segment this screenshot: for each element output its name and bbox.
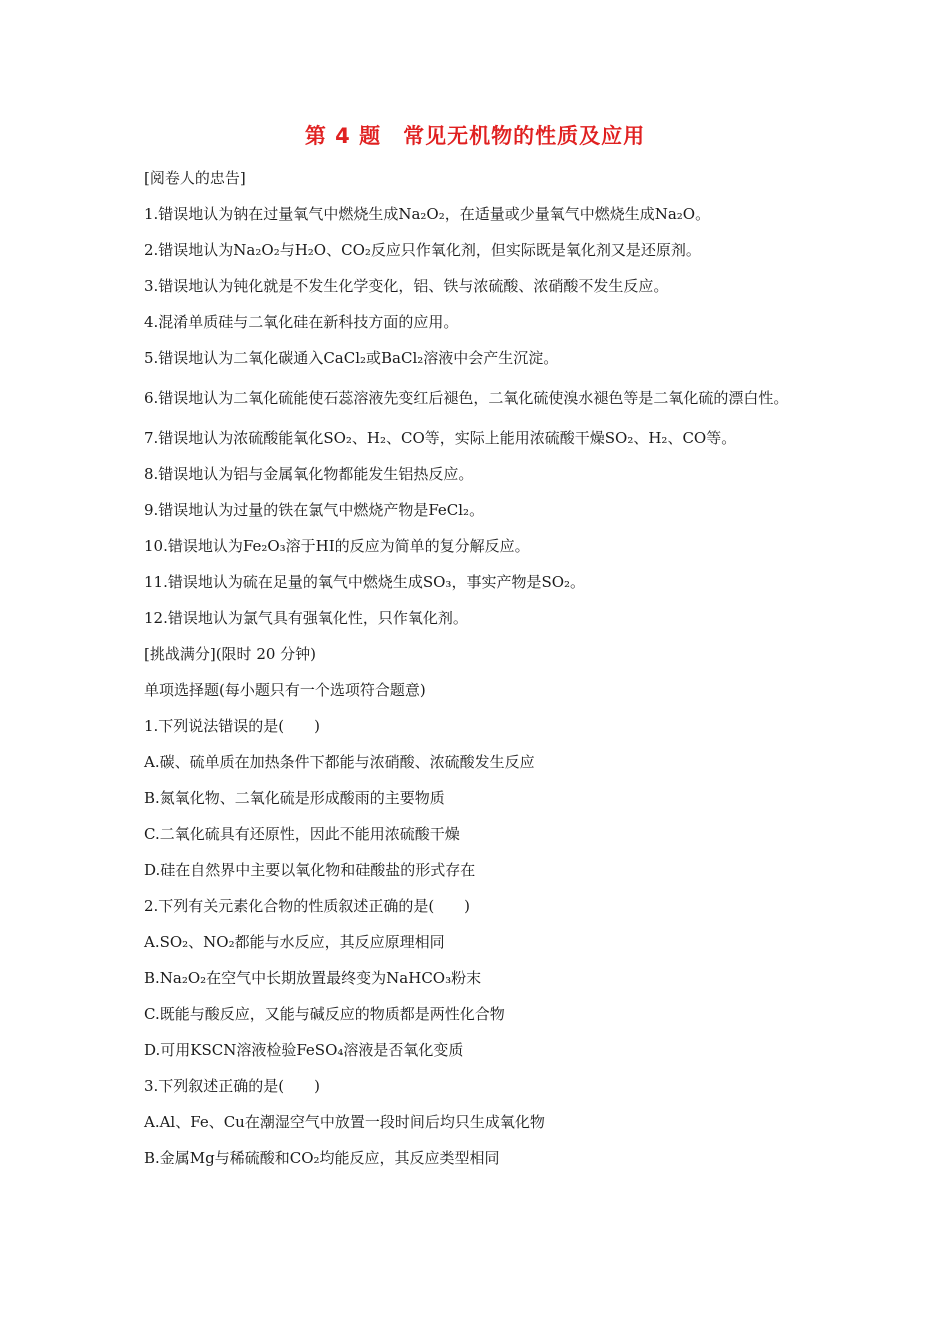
advice-item: 1.错误地认为钠在过量氧气中燃烧生成Na₂O₂，在适量或少量氧气中燃烧生成Na₂O。: [144, 205, 711, 223]
question-option: A.碳、硫单质在加热条件下都能与浓硝酸、浓硫酸发生反应: [144, 753, 535, 771]
advice-item: 3.错误地认为钝化就是不发生化学变化，铝、铁与浓硫酸、浓硝酸不发生反应。: [144, 277, 669, 295]
document-body: [144, 160, 814, 1176]
advice-item: 10.错误地认为Fe₂O₃溶于HI的反应为简单的复分解反应。: [144, 537, 530, 555]
question-stem: 3.下列叙述正确的是( ): [144, 1077, 321, 1095]
question-option: B.金属Mg与稀硫酸和CO₂均能反应，其反应类型相同: [144, 1149, 500, 1167]
advice-item: 6.错误地认为二氧化硫能使石蕊溶液先变红后褪色，二氧化硫使溴水褪色等是二氧化硫的漂白性。: [144, 389, 789, 407]
question-option: A.Al、Fe、Cu在潮湿空气中放置一段时间后均只生成氧化物: [144, 1113, 545, 1131]
advice-item: 12.错误地认为氯气具有强氧化性，只作氧化剂。: [144, 609, 468, 627]
question-option: D.可用KSCN溶液检验FeSO₄溶液是否氧化变质: [144, 1041, 464, 1059]
advice-item: 4.混淆单质硅与二氧化硅在新科技方面的应用。: [144, 313, 459, 331]
advice-item: 5.错误地认为二氧化碳通入CaCl₂或BaCl₂溶液中会产生沉淀。: [144, 349, 559, 367]
section-heading: 单项选择题(每小题只有一个选项符合题意): [144, 681, 426, 699]
advice-item: 9.错误地认为过量的铁在氯气中燃烧产物是FeCl₂。: [144, 501, 485, 519]
question-option: A.SO₂、NO₂都能与水反应，其反应原理相同: [144, 933, 445, 951]
page-title: 第 4 题 常见无机物的性质及应用: [304, 124, 646, 148]
advice-item: 8.错误地认为铝与金属氧化物都能发生铝热反应。: [144, 465, 474, 483]
question-option: B.Na₂O₂在空气中长期放置最终变为NaHCO₃粉末: [144, 969, 482, 987]
question-stem: 1.下列说法错误的是( ): [144, 717, 321, 735]
question-option: B.氮氧化物、二氧化硫是形成酸雨的主要物质: [144, 789, 445, 807]
advice-item: 2.错误地认为Na₂O₂与H₂O、CO₂反应只作氧化剂，但实际既是氧化剂又是还原剂。: [144, 241, 701, 259]
challenge-heading: [挑战满分](限时 20 分钟): [144, 645, 317, 663]
advice-heading: [阅卷人的忠告]: [144, 169, 246, 187]
advice-item: 11.错误地认为硫在足量的氧气中燃烧生成SO₃，事实产物是SO₂。: [144, 573, 586, 591]
advice-item: 7.错误地认为浓硫酸能氧化SO₂、H₂、CO等，实际上能用浓硫酸干燥SO₂、H₂、CO等。: [144, 429, 737, 447]
question-option: C.二氧化硫具有还原性，因此不能用浓硫酸干燥: [144, 825, 460, 843]
question-option: D.硅在自然界中主要以氧化物和硅酸盐的形式存在: [144, 861, 476, 879]
question-option: C.既能与酸反应，又能与碱反应的物质都是两性化合物: [144, 1005, 505, 1023]
question-stem: 2.下列有关元素化合物的性质叙述正确的是( ): [144, 897, 471, 915]
